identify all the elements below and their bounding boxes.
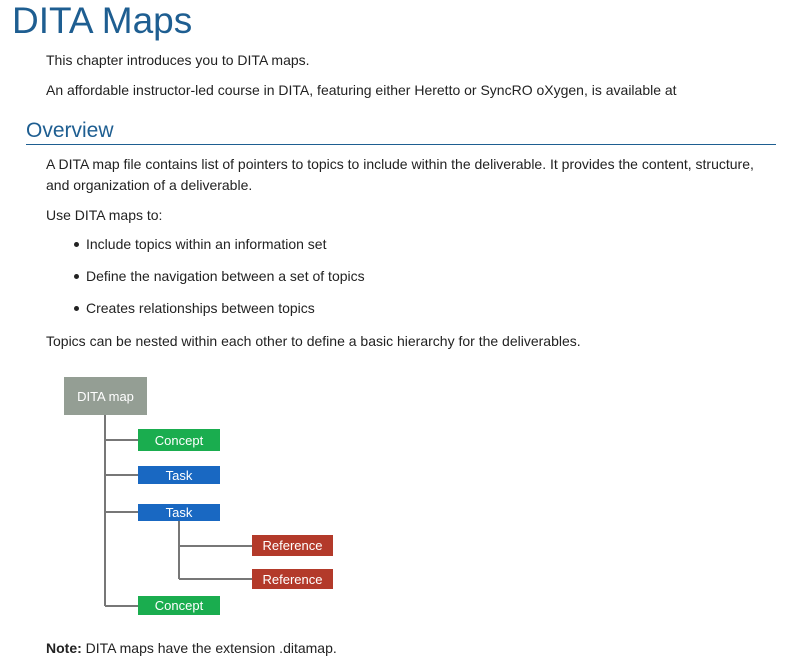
node-concept — [138, 429, 220, 451]
node-label: Task — [165, 468, 193, 483]
note — [46, 638, 337, 659]
section-heading-overview: Overview — [26, 118, 776, 145]
nesting-text: Topics can be nested within each other to define a basic hierarchy for the deliverables. — [46, 333, 581, 349]
note-label: Note: — [46, 640, 82, 656]
overview-paragraph: A DITA map file contains list of pointers to topics to include within the deliverable. It provides the content, structure, and organization of a deliverable. — [46, 156, 754, 193]
page-title: DITA Maps — [12, 0, 193, 41]
list-item: Creates relationships between topics — [72, 298, 365, 330]
node-reference — [252, 569, 333, 589]
node-task — [138, 466, 220, 484]
intro-text: This chapter introduces you to DITA maps. — [46, 52, 310, 68]
list-item: Include topics within an information set — [72, 234, 365, 266]
use-intro-text: Use DITA maps to: — [46, 207, 163, 223]
node-task — [138, 504, 220, 521]
node-label: Reference — [262, 572, 323, 587]
list-item: Define the navigation between a set of topics — [72, 266, 365, 298]
node-label: Concept — [154, 598, 204, 613]
node-reference — [252, 535, 333, 556]
node-label: DITA map — [77, 389, 134, 404]
node-concept — [138, 596, 220, 615]
node-dita-map — [64, 377, 147, 415]
node-label: Task — [165, 505, 193, 520]
course-text: An affordable instructor-led course in DITA, featuring either Heretto or SyncRO oXygen, is available at — [46, 82, 677, 98]
node-label: Concept — [154, 433, 204, 448]
node-label: Reference — [262, 538, 323, 553]
note-text: DITA maps have the extension .ditamap. — [81, 640, 337, 656]
